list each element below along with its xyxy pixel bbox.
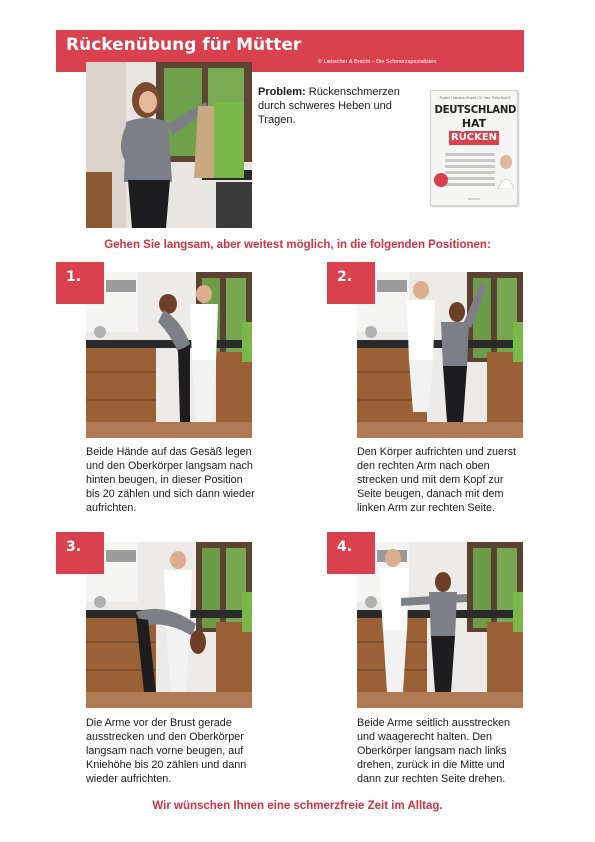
page-title: Rückenübung für Mütter <box>66 35 302 55</box>
problem-text: Rückenschmerzen durch schweres Heben und Tragen. <box>258 86 400 126</box>
book-title-line2: HAT <box>461 117 487 130</box>
copyright-credit: © Liebscher & Bracht – Die Schmerzspezialisten <box>318 59 437 65</box>
step-3-badge: 3. <box>56 532 104 574</box>
book-publisher: MOSAIK <box>468 197 480 201</box>
step-1-text: Beide Hände auf das Gesäß legen und den Oberkörper langsam nach hinten beugen, in dieser Position bis 20 zählen und sich dann wieder aufrichten. <box>86 446 255 514</box>
problem-label: Problem: <box>258 86 306 98</box>
instruction-subtitle: Gehen Sie langsam, aber weitest möglich, in die folgenden Positionen: <box>104 239 491 251</box>
intro-photo <box>86 62 252 228</box>
step-4-text: Beide Arme seitlich ausstrecken und waagerecht halten. Den Oberkörper langsam nach links drehen, zurück in die Mitte und dann zur rechten Seite drehen. <box>357 717 511 785</box>
book-title-line1: DEUTSCHLAND <box>434 103 517 116</box>
book-author: Roland Liebscher-Bracht | Dr. med. Petra Bracht <box>439 96 511 100</box>
book-badge <box>434 173 448 187</box>
step-1-badge: 1. <box>56 262 104 304</box>
step-3-text: Die Arme vor der Brust gerade ausstrecken und den Oberkörper langsam nach vorne beugen, auf Kniehöhe bis 20 zählen und dann wieder aufrichten. <box>86 717 247 785</box>
book-title-line3: RÜCKEN <box>450 132 498 143</box>
step-2-photo <box>357 272 523 438</box>
closing-message: Wir wünschen Ihnen eine schmerzfreie Zeit im Alltag. <box>152 800 443 812</box>
step-2-badge: 2. <box>327 262 375 304</box>
step-1-photo <box>86 272 252 438</box>
book-blurb-lines <box>445 153 495 189</box>
problem-description <box>258 85 428 127</box>
step-3-photo <box>86 542 252 708</box>
step-2-text: Den Körper aufrichten und zuerst den rechten Arm nach oben strecken und mit dem Kopf zur Seite beugen, danach mit dem linken Arm zur rechten Seite. <box>357 446 517 514</box>
book-cover <box>430 90 518 206</box>
book-author-portrait <box>497 153 515 189</box>
step-4-photo <box>357 542 523 708</box>
step-4-badge: 4. <box>327 532 375 574</box>
